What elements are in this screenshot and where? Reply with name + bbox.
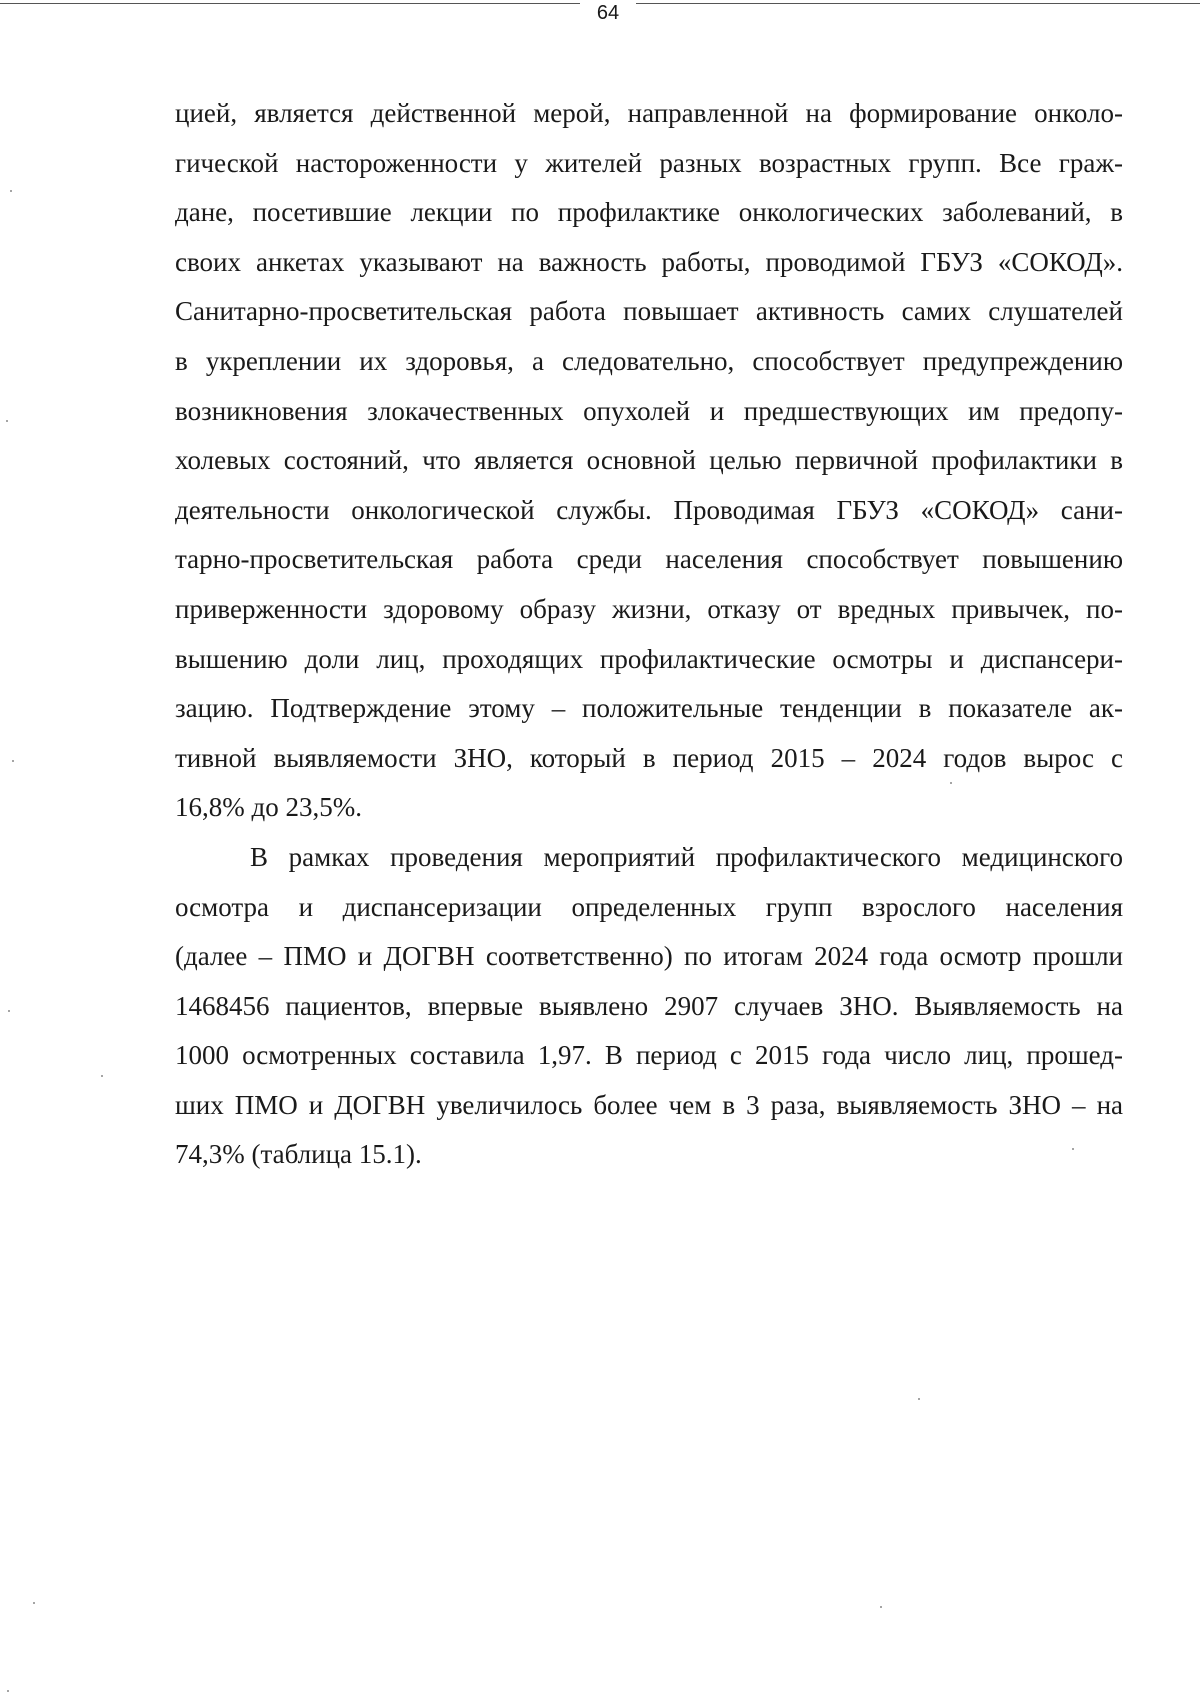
- scan-speck: [1072, 1148, 1074, 1150]
- header-rule-right: [636, 3, 1200, 4]
- page-number: 64: [596, 2, 620, 24]
- scan-speck: [33, 1602, 35, 1604]
- text-line: осмотра и диспансеризации определенных групп взрослого населения: [175, 891, 1123, 922]
- text-line: В рамках проведения мероприятий профилактического медицинского: [250, 841, 1123, 872]
- scan-speck: [8, 1010, 10, 1012]
- text-line: цией, является действенной мерой, направленной на формирование онколо-: [175, 98, 1123, 128]
- header-rule-left: [0, 3, 580, 4]
- body-text: [175, 89, 1123, 1180]
- text-line: холевых состояний, что является основной целью первичной профилактики в: [175, 445, 1123, 476]
- scan-speck: [950, 782, 952, 784]
- scan-speck: [880, 1606, 882, 1608]
- text-line: ших ПМО и ДОГВН увеличилось более чем в 3 раза, выявляемость ЗНО – на: [175, 1089, 1123, 1120]
- text-line: (далее – ПМО и ДОГВН соответственно) по итогам 2024 года осмотр прошли: [175, 941, 1123, 972]
- scan-speck: [12, 760, 14, 762]
- text-line: своих анкетах указывают на важность работы, проводимой ГБУЗ «СОКОД».: [175, 246, 1123, 277]
- text-line: 1468456 пациентов, впервые выявлено 2907 случаев ЗНО. Выявляемость на: [175, 990, 1123, 1021]
- text-line: 74,3% (таблица 15.1).: [175, 1139, 422, 1170]
- scan-speck: [918, 1398, 920, 1400]
- scan-speck: [6, 420, 8, 422]
- text-line: приверженности здоровому образу жизни, отказу от вредных привычек, по-: [175, 593, 1123, 624]
- text-line: тивной выявляемости ЗНО, который в период 2015 – 2024 годов вырос с: [175, 742, 1123, 773]
- text-line: зацию. Подтверждение этому – положительные тенденции в показателе ак-: [175, 693, 1123, 724]
- text-line: 1000 осмотренных составила 1,97. В период с 2015 года число лиц, прошед-: [175, 1040, 1123, 1071]
- scan-speck: [7, 1690, 9, 1692]
- scan-speck: [101, 1075, 103, 1077]
- text-line: гической настороженности у жителей разных возрастных групп. Все граж-: [175, 147, 1123, 178]
- text-line: деятельности онкологической службы. Проводимая ГБУЗ «СОКОД» сани-: [175, 494, 1123, 525]
- text-line: в укреплении их здоровья, а следовательно, способствует предупреждению: [175, 345, 1123, 376]
- text-line: вышению доли лиц, проходящих профилактические осмотры и диспансери-: [175, 643, 1123, 674]
- text-line: Санитарно-просветительская работа повышает активность самих слушателей: [175, 296, 1123, 327]
- text-line: тарно-просветительская работа среди населения способствует повышению: [175, 544, 1123, 575]
- scan-speck: [10, 190, 12, 192]
- text-line: возникновения злокачественных опухолей и предшествующих им предопу-: [175, 395, 1123, 426]
- paragraph-2: [175, 833, 1123, 1180]
- text-line: дане, посетившие лекции по профилактике онкологических заболеваний, в: [175, 197, 1123, 228]
- text-line: 16,8% до 23,5%.: [175, 792, 362, 823]
- paragraph-1: [175, 89, 1123, 833]
